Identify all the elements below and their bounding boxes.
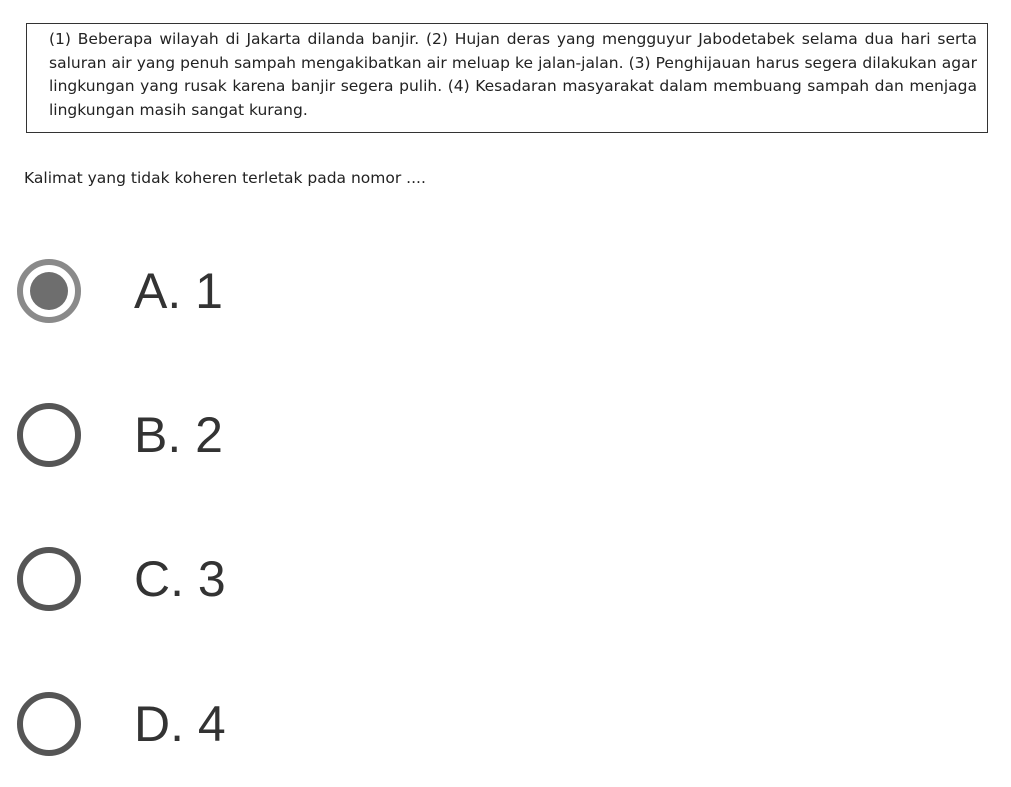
- option-b[interactable]: [14, 400, 414, 480]
- option-c[interactable]: [14, 544, 414, 624]
- option-d[interactable]: [14, 689, 414, 769]
- radio-button[interactable]: [17, 403, 81, 467]
- question-image: [0, 0, 1011, 200]
- option-d-label[interactable]: D. 4: [134, 696, 226, 752]
- question-prompt: Kalimat yang tidak koheren terletak pada nomor ....: [24, 169, 426, 187]
- radio-dot-icon: [30, 272, 68, 310]
- radio-button[interactable]: [17, 547, 81, 611]
- passage-text: (1) Beberapa wilayah di Jakarta dilanda banjir. (2) Hujan deras yang mengguyur Jabodetabek selama dua hari serta saluran air yang penuh sampah mengakibatkan air meluap ke jalan-jalan. (3) Penghijauan harus segera dilakukan agar lingkungan yang rusak karena banjir segera pulih. (4) Kesadaran masyarakat dalam membuang sampah dan menjaga lingkungan masih sangat kurang.: [49, 30, 977, 119]
- option-b-label[interactable]: B. 2: [134, 407, 223, 463]
- option-a-label[interactable]: A. 1: [134, 263, 223, 319]
- option-a[interactable]: [14, 256, 414, 336]
- radio-button[interactable]: [17, 692, 81, 756]
- passage-box: [26, 23, 988, 133]
- radio-button-selected[interactable]: [17, 259, 81, 323]
- option-c-label[interactable]: C. 3: [134, 551, 226, 607]
